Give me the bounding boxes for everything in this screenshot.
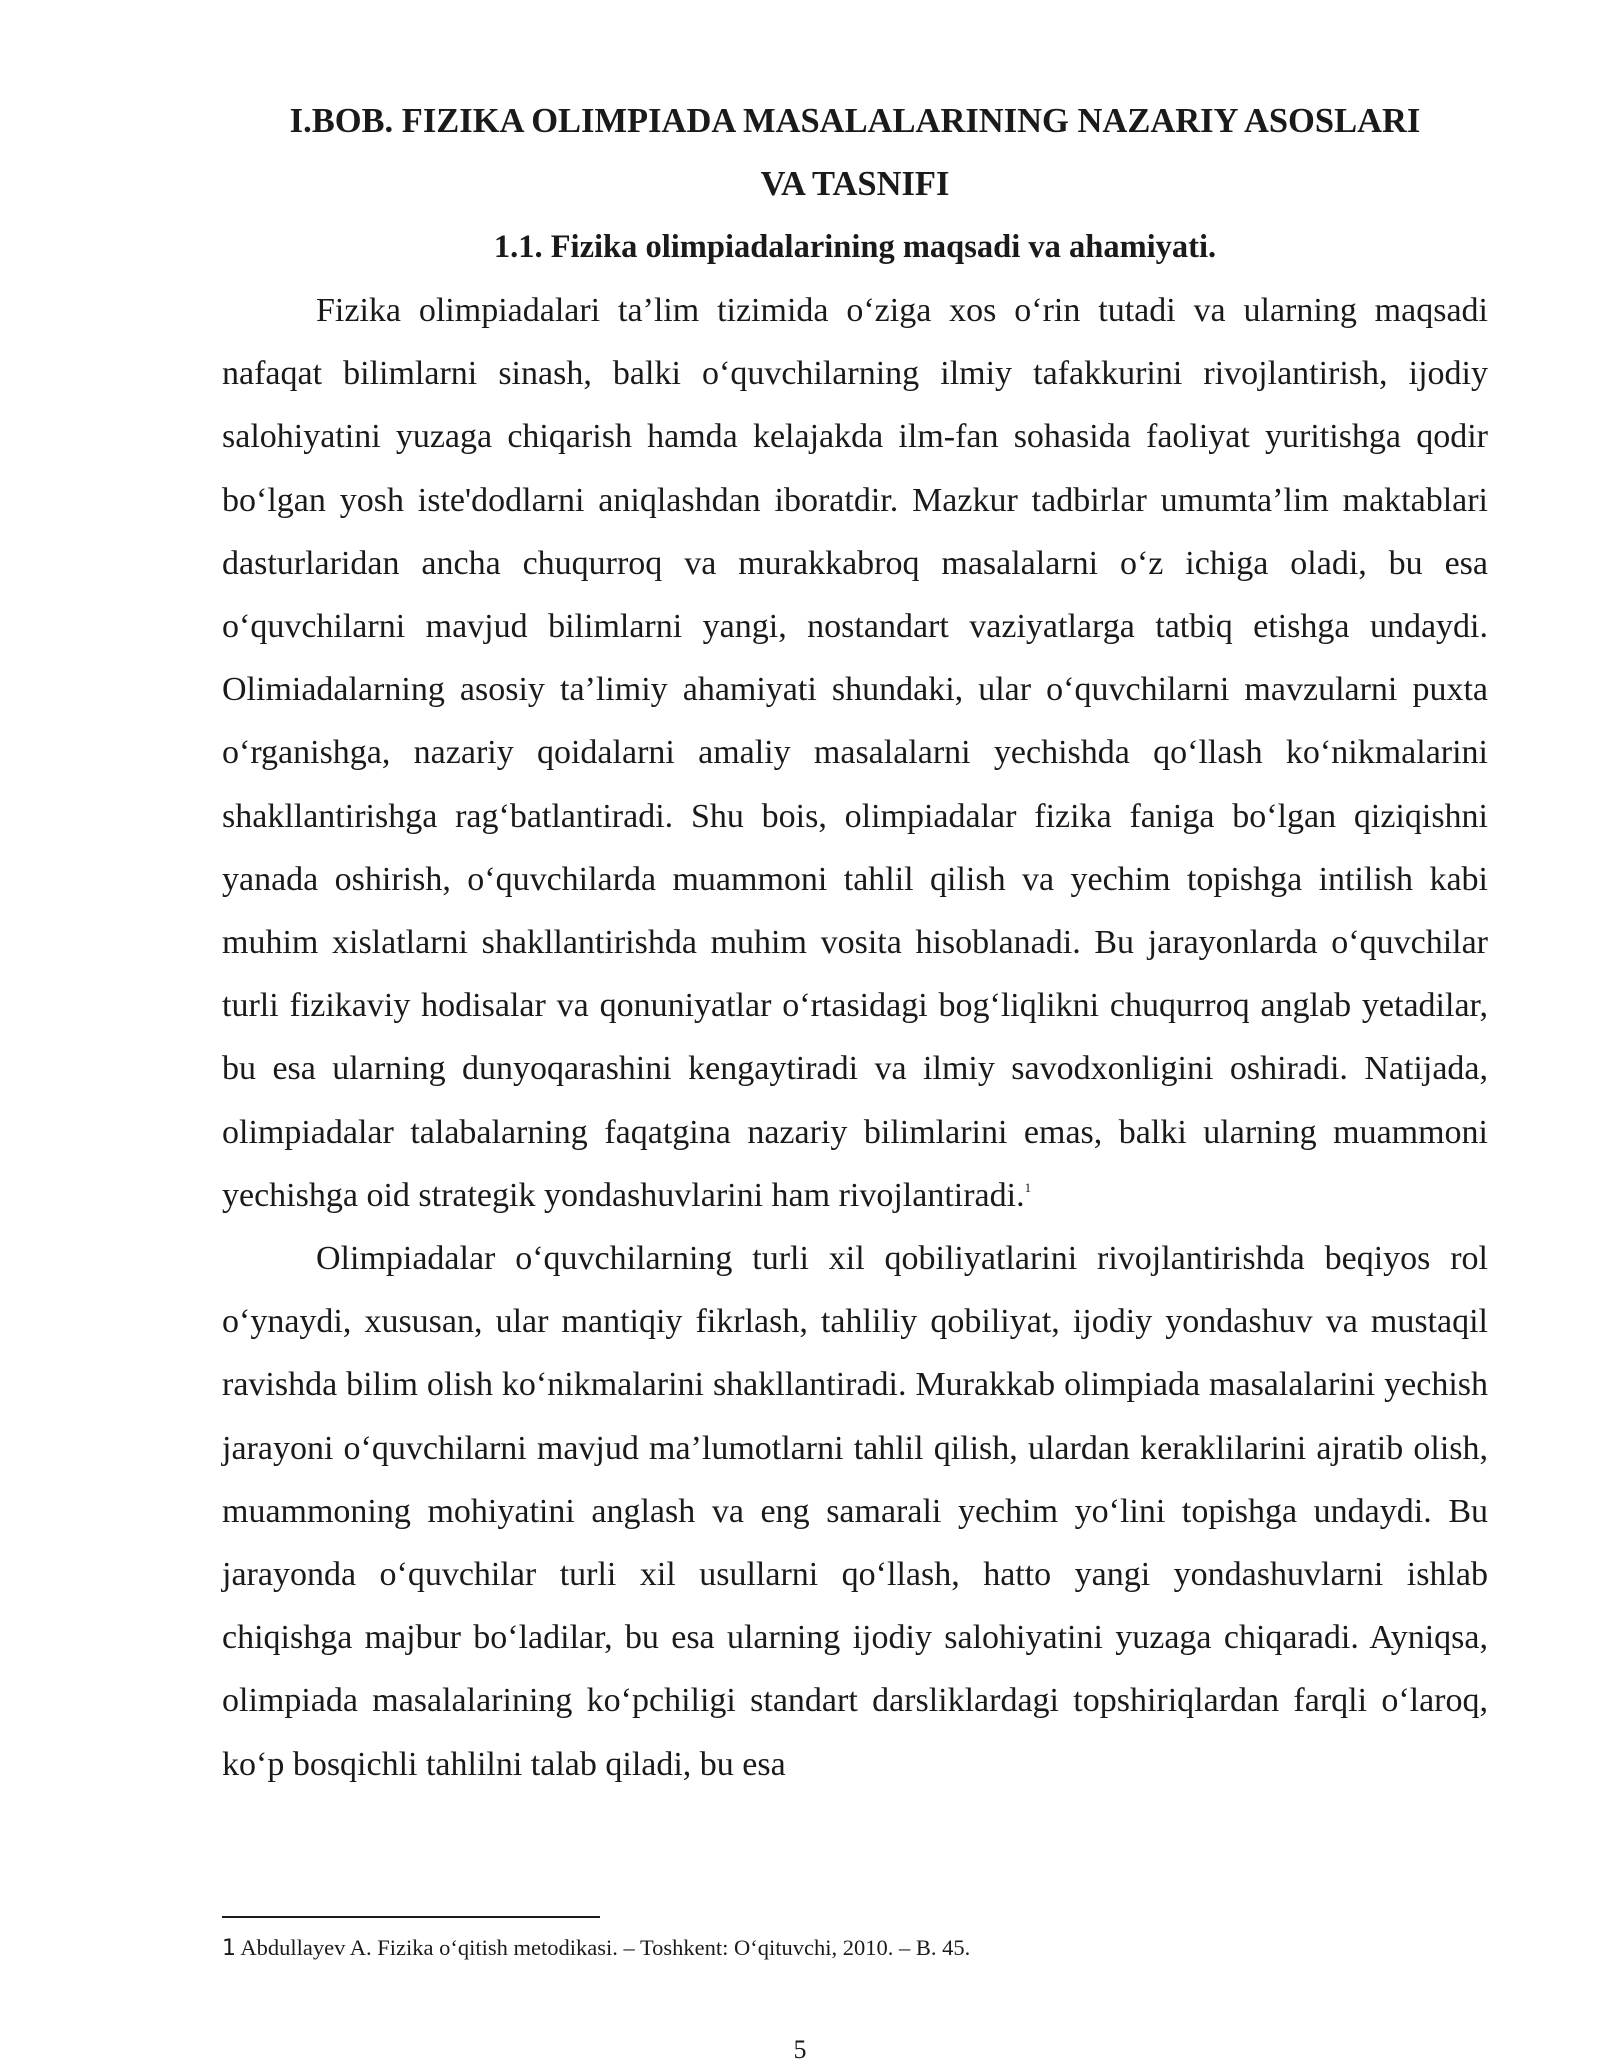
footnote-separator <box>222 1916 600 1918</box>
paragraph-2-text: Olimpiadalar o‘quvchilarning turli xil qobiliyatlarini rivojlantirishda beqiyos rol o‘ynaydi, xususan, ular mantiqiy fikrlash, tahliliy qobiliyat, ijodiy yondashuv va mustaqil ravishda bilim olish ko‘nikmalarini shakllantiradi. Murakkab olimpiada masalalarini yechish jarayoni o‘quvchilarni mavjud ma’lumotlarni tahlil qilish, ulardan keraklilarini ajratib olish, muammoning mohiyatini anglash va eng samarali yechim yo‘lini topishga undaydi. Bu jarayonda o‘quvchilar turli xil usullarni qo‘llash, hatto yangi yondashuvlarni ishlab chiqishga majbur bo‘ladilar, bu esa ularning ijodiy salohiyatini yuzaga chiqaradi. Ayniqsa, olimpiada masalalarining ko‘pchiligi standart darsliklardagi topshiriqlardan farqli o‘laroq, ko‘p bosqichli tahlilni talab qiladi, bu esa <box>222 1240 1488 1783</box>
footnote-number: 1 <box>222 1936 236 1961</box>
footnote <box>222 1932 1488 1965</box>
document-page <box>222 90 1488 1796</box>
chapter-title-line-1: I.BOB. FIZIKA OLIMPIADA MASALALARINING NAZARIY ASOSLARI <box>289 102 1421 140</box>
chapter-title <box>222 90 1488 216</box>
page-number: 5 <box>793 2035 807 2064</box>
section-title: 1.1. Fizika olimpiadalarining maqsadi va ahamiyati. <box>493 229 1217 265</box>
footnote-reference[interactable]: 1 <box>1024 1179 1032 1195</box>
body-paragraph-2 <box>222 1227 1488 1796</box>
body-paragraph-1 <box>222 279 1488 1227</box>
footnote-text: Abdullayev A. Fizika o‘qitish metodikasi. – Toshkent: O‘qituvchi, 2010. – B. 45. <box>240 1935 971 1960</box>
paragraph-1-text: Fizika olimpiadalari ta’lim tizimida o‘ziga xos o‘rin tutadi va ularning maqsadi nafaqat bilimlarni sinash, balki o‘quvchilarning ilmiy tafakkurini rivojlantirish, ijodiy salohiyatini yuzaga chiqarish hamda kelajakda ilm-fan sohasida faoliyat yuritishga qodir bo‘lgan yosh iste'dodlarni aniqlashdan iboratdir. Mazkur tadbirlar umumta’lim maktablari dasturlaridan ancha chuqurroq va murakkabroq masalalarni o‘z ichiga oladi, bu esa o‘quvchilarni mavjud bilimlarni yangi, nostandart vaziyatlarga tatbiq etishga undaydi. Olimiadalarning asosiy ta’limiy ahamiyati shundaki, ular o‘quvchilarni mavzularni puxta o‘rganishga, nazariy qoidalarni amaliy masalalarni yechishda qo‘llash ko‘nikmalarini shakllantirishga rag‘batlantiradi. Shu bois, olimpiadalar fizika faniga bo‘lgan qiziqishni yanada oshirish, o‘quvchilarda muammoni tahlil qilish va yechim topishga intilish kabi muhim xislatlarni shakllantirishda muhim vosita hisoblanadi. Bu jarayonlarda o‘quvchilar turli fizikaviy hodisalar va qonuniyatlar o‘rtasidagi bog‘liqlikni chuqurroq anglab yetadilar, bu esa ularning dunyoqarashini kengaytiradi va ilmiy savodxonligini oshiradi. Natijada, olimpiadalar talabalarning faqatgina nazariy bilimlarini emas, balki ularning muammoni yechishga oid strategik yondashuvlarini ham rivojlantiradi. <box>222 292 1488 1214</box>
chapter-title-line-2: VA TASNIFI <box>760 165 950 203</box>
